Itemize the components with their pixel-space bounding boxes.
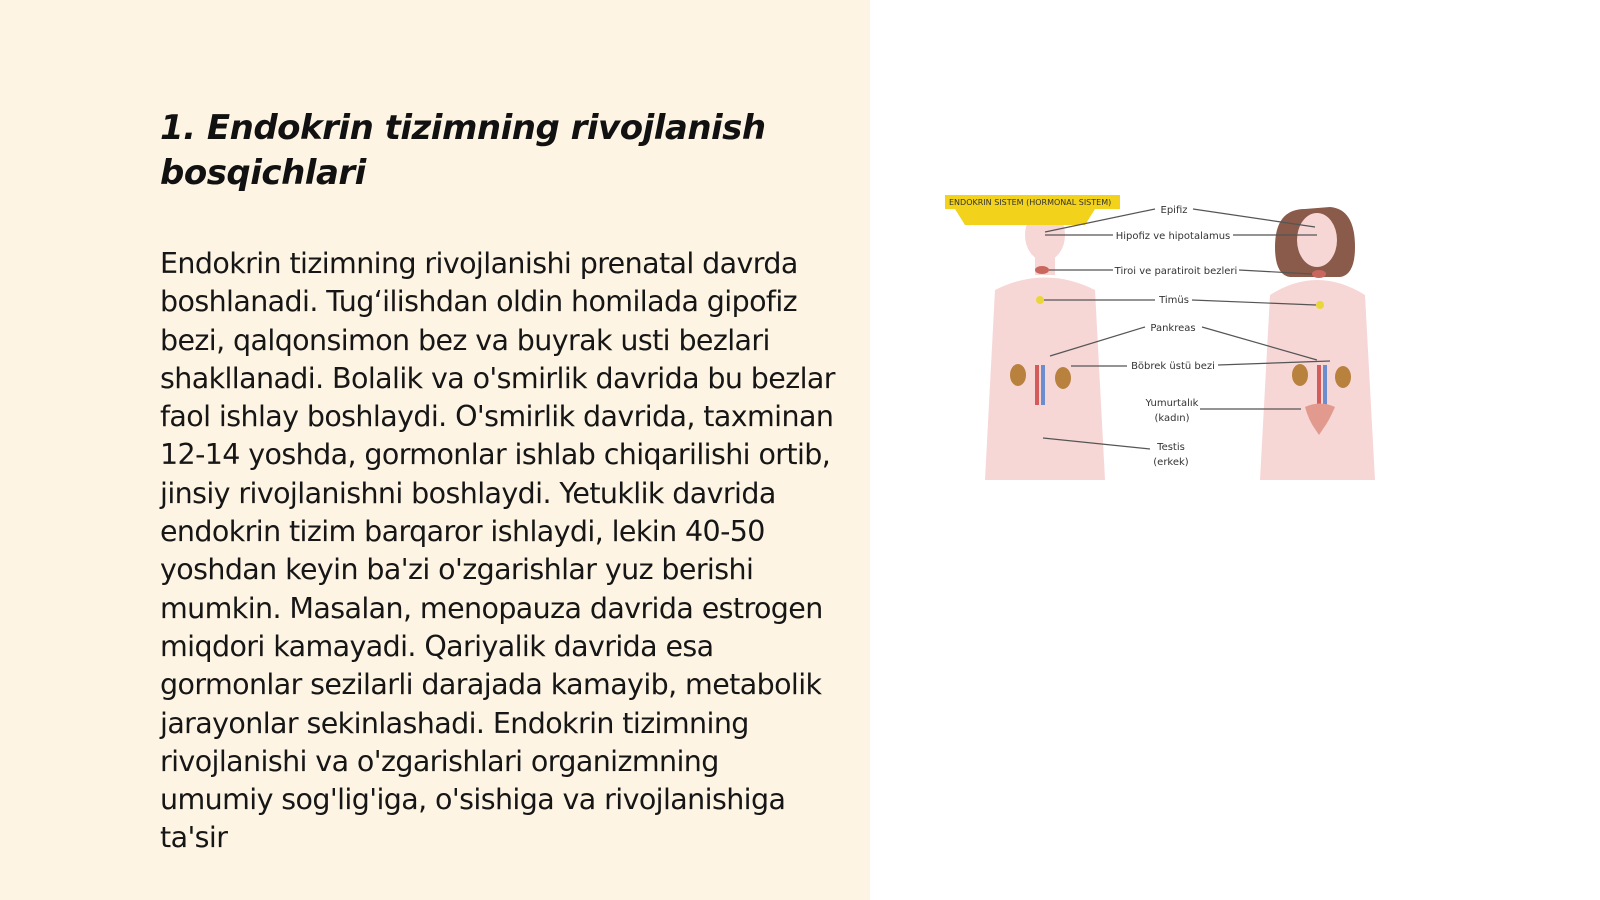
- kidney-male-right: [1055, 367, 1071, 389]
- vena-male: [1041, 365, 1045, 405]
- label-bobrek: Böbrek üstü bezi: [1131, 361, 1215, 372]
- vena-female: [1323, 365, 1327, 405]
- label-epifiz: Epifiz: [1160, 205, 1188, 216]
- thyroid-female: [1312, 270, 1326, 278]
- thyroid-male: [1035, 266, 1049, 274]
- kidney-female-left: [1292, 364, 1308, 386]
- slide-body-text: Endokrin tizimning rivojlanishi prenatal davrda boshlanadi. Tug‘ilishdan oldin homilada gipofiz bezi, qalqonsimon bez va buyrak usti bezlari shakllanadi. Bolalik va o'smirlik davrida bu bezlar faol ishlay boshlaydi. O'smirlik davrida, taxminan 12-14 yoshda, gormonlar ishlab chiqarilishi ortib, jinsiy rivojlanishni boshlaydi. Yetuklik davrida endokrin tizim barqaror ishlaydi, lekin 40-50 yoshdan keyin ba'zi o'zgarishlar yuz berishi mumkin. Masalan, menopauza davrida estrogen miqdori kamayadi. Qariyalik davrida esa gormonlar sezilarli darajada kamayib, metabolik jarayonlar sekinlashadi. Endokrin tizimning rivojlanishi va o'zgarishlari organizmning umumiy sog'lig'iga, o'sishiga va rivojlanishiga ta'sir: [160, 247, 835, 855]
- label-testis: Testis: [1157, 442, 1185, 453]
- label-yumurtalik-sub: (kadın): [1154, 413, 1190, 424]
- label-hipofiz: Hipofiz ve hipotalamus: [1115, 231, 1231, 242]
- aorta-male: [1035, 365, 1039, 405]
- label-testis-sub: (erkek): [1153, 457, 1189, 468]
- figure-banner-text: ENDOKRIN SISTEM (HORMONAL SISTEM): [949, 198, 1112, 207]
- kidney-female-right: [1335, 366, 1351, 388]
- endocrine-system-figure: [945, 195, 1415, 485]
- label-yumurtalik: Yumurtalık: [1145, 398, 1199, 409]
- female-body-silhouette: [1260, 207, 1375, 480]
- kidney-male-left: [1010, 364, 1026, 386]
- thymus-male: [1036, 296, 1044, 304]
- slide-title: 1. Endokrin tizimning rivojlanish bosqichlari: [160, 108, 766, 193]
- aorta-female: [1317, 365, 1321, 405]
- thymus-female: [1316, 301, 1324, 309]
- label-pankreas: Pankreas: [1150, 323, 1196, 334]
- label-tiroid: Tiroi ve paratiroit bezleri: [1114, 266, 1238, 277]
- label-timus: Timüs: [1159, 295, 1189, 306]
